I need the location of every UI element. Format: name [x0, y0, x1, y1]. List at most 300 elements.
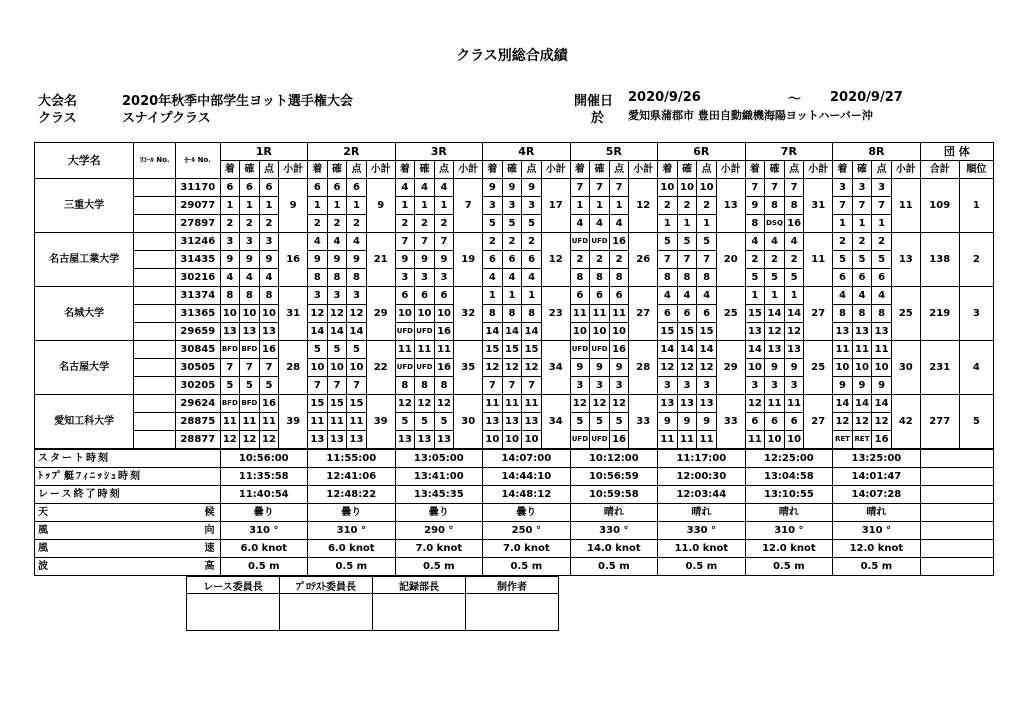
race-cell: 5: [483, 215, 503, 233]
boat-row: [35, 413, 994, 431]
race-cell: 10: [434, 305, 454, 323]
class-label: クラス: [38, 111, 77, 126]
race-cell: 4: [609, 215, 629, 233]
race-subtotal: 33: [716, 395, 745, 450]
condition-value: 7.0 knot: [395, 540, 483, 558]
race-cell: 10: [522, 431, 542, 450]
race-subtotal: 13: [716, 179, 745, 233]
race-cell: 12: [395, 395, 415, 413]
race-cell: 11: [745, 431, 765, 450]
race-cell: 6: [434, 287, 454, 305]
race-cell: 10: [590, 323, 610, 341]
race-cell: 8: [415, 377, 435, 395]
race-cell: 1: [784, 287, 804, 305]
race-cell: 7: [784, 179, 804, 197]
race-cell: 6: [308, 179, 328, 197]
header-sub: 点: [522, 161, 542, 179]
boat-row: [35, 323, 994, 341]
race-cell: 10: [609, 323, 629, 341]
condition-blank: [920, 486, 993, 504]
race-cell: 10: [415, 305, 435, 323]
venue-label: 於: [591, 111, 605, 126]
race-cell: 16: [609, 233, 629, 251]
race-cell: 11: [240, 413, 260, 431]
recall-no: [134, 233, 176, 251]
race-cell: 2: [395, 215, 415, 233]
race-cell: 1: [395, 197, 415, 215]
race-cell: 6: [347, 179, 367, 197]
race-subtotal: 16: [279, 233, 308, 287]
condition-value: 12:03:44: [658, 486, 746, 504]
race-cell: 7: [609, 179, 629, 197]
race-cell: 3: [502, 197, 522, 215]
race-cell: RET: [833, 431, 853, 450]
boat-row: [35, 377, 994, 395]
condition-value: 0.5 m: [395, 558, 483, 576]
race-cell: 11: [483, 395, 503, 413]
race-cell: 6: [483, 251, 503, 269]
team-rank: 2: [959, 233, 993, 287]
race-cell: 2: [677, 197, 697, 215]
condition-label-left: 天: [38, 506, 50, 518]
boat-row: [35, 305, 994, 323]
condition-value: 10:56:00: [220, 449, 308, 468]
race-cell: 8: [570, 269, 590, 287]
race-cell: 2: [522, 233, 542, 251]
race-cell: 3: [522, 197, 542, 215]
sail-no: 31246: [176, 233, 220, 251]
header-sub: 着: [833, 161, 853, 179]
recall-no: [134, 413, 176, 431]
race-cell: 5: [220, 377, 240, 395]
recall-no: [134, 179, 176, 197]
race-subtotal: 34: [541, 341, 570, 395]
team-name: 名城大学: [35, 287, 134, 341]
race-cell: DSQ: [765, 215, 785, 233]
sail-no: 29659: [176, 323, 220, 341]
sail-no: 29624: [176, 395, 220, 413]
boat-row: [35, 287, 994, 305]
race-cell: 10: [852, 359, 872, 377]
race-cell: 6: [220, 179, 240, 197]
race-cell: 8: [697, 269, 717, 287]
race-subtotal: 30: [454, 395, 483, 450]
race-cell: 11: [590, 305, 610, 323]
race-cell: 6: [852, 269, 872, 287]
race-cell: 5: [308, 341, 328, 359]
race-cell: 2: [502, 233, 522, 251]
race-cell: 13: [502, 413, 522, 431]
race-cell: 2: [872, 233, 892, 251]
sail-no: 31170: [176, 179, 220, 197]
condition-value: 310 °: [308, 522, 396, 540]
meet-name: 2020年秋季中部学生ヨット選手権大会: [122, 94, 353, 109]
race-cell: 12: [677, 359, 697, 377]
race-cell: 5: [522, 215, 542, 233]
recall-no: [134, 197, 176, 215]
race-cell: 3: [434, 269, 454, 287]
race-cell: 15: [483, 341, 503, 359]
race-cell: 15: [502, 341, 522, 359]
race-cell: 4: [658, 287, 678, 305]
team-total: 219: [920, 287, 959, 341]
race-cell: 13: [872, 323, 892, 341]
condition-value: 13:45:35: [395, 486, 483, 504]
race-subtotal: 33: [629, 395, 658, 450]
signature-label: 記録部長: [373, 577, 466, 594]
race-cell: 9: [872, 377, 892, 395]
race-cell: 16: [259, 395, 279, 413]
race-cell: 8: [347, 269, 367, 287]
race-subtotal: 27: [804, 287, 833, 341]
race-cell: 3: [609, 377, 629, 395]
race-cell: BFD: [220, 341, 240, 359]
venue: 愛知県蒲郡市 豊田自動織機海陽ヨットハーバー沖: [628, 109, 873, 122]
condition-label-right: 速: [204, 542, 217, 554]
race-cell: 8: [220, 287, 240, 305]
header-sub: 点: [609, 161, 629, 179]
race-cell: 10: [483, 431, 503, 450]
condition-value: 0.5 m: [745, 558, 833, 576]
header-sub: 着: [395, 161, 415, 179]
signature-box: [466, 594, 559, 631]
race-cell: 5: [677, 233, 697, 251]
race-subtotal: 25: [891, 287, 920, 341]
race-cell: 11: [502, 395, 522, 413]
race-cell: 6: [609, 287, 629, 305]
header-sub: 着: [220, 161, 240, 179]
condition-label-right: 向: [204, 524, 217, 536]
team-rank: 1: [959, 179, 993, 233]
race-cell: 14: [327, 323, 347, 341]
race-cell: 7: [327, 377, 347, 395]
race-subtotal: 42: [891, 395, 920, 450]
race-cell: UFD: [570, 233, 590, 251]
race-subtotal: 12: [629, 179, 658, 233]
header-race: 7R: [745, 143, 833, 161]
condition-value: 0.5 m: [483, 558, 571, 576]
race-cell: 6: [745, 413, 765, 431]
race-cell: 7: [522, 377, 542, 395]
race-cell: 7: [570, 179, 590, 197]
condition-value: 曇り: [483, 504, 571, 522]
race-cell: 11: [259, 413, 279, 431]
race-cell: 8: [395, 377, 415, 395]
race-cell: 12: [590, 395, 610, 413]
recall-no: [134, 287, 176, 305]
condition-blank: [920, 504, 993, 522]
condition-value: 14:07:00: [483, 449, 571, 468]
race-cell: 6: [240, 179, 260, 197]
header-race: 8R: [833, 143, 921, 161]
header-sub: 点: [872, 161, 892, 179]
race-cell: 11: [570, 305, 590, 323]
recall-no: [134, 395, 176, 413]
race-cell: 7: [658, 251, 678, 269]
race-cell: 10: [833, 359, 853, 377]
condition-label-left: 風: [38, 542, 50, 554]
race-cell: 1: [220, 197, 240, 215]
condition-row: [35, 522, 994, 540]
header-univ: 大学名: [35, 143, 134, 179]
race-cell: RET: [852, 431, 872, 450]
condition-blank: [920, 540, 993, 558]
condition-label-text: スタート時刻: [38, 452, 110, 464]
condition-value: 11:55:00: [308, 449, 396, 468]
sail-no: 28877: [176, 431, 220, 450]
condition-label-text: ﾄｯﾌﾟ艇ﾌｨﾆｯｼｭ時刻: [38, 470, 142, 482]
condition-value: 330 °: [570, 522, 658, 540]
recall-no: [134, 251, 176, 269]
race-cell: 1: [570, 197, 590, 215]
race-cell: UFD: [395, 359, 415, 377]
condition-value: 0.5 m: [308, 558, 396, 576]
race-cell: 10: [395, 305, 415, 323]
race-cell: 12: [609, 395, 629, 413]
header-sub: 点: [697, 161, 717, 179]
race-cell: 1: [697, 215, 717, 233]
race-cell: 13: [483, 413, 503, 431]
condition-value: 晴れ: [570, 504, 658, 522]
race-cell: 13: [240, 323, 260, 341]
race-cell: 2: [590, 251, 610, 269]
race-cell: 8: [308, 269, 328, 287]
team-rank: 4: [959, 341, 993, 395]
condition-label-text: レース終了時刻: [38, 488, 122, 500]
boat-row: [35, 251, 994, 269]
race-cell: 1: [852, 215, 872, 233]
race-cell: 9: [590, 359, 610, 377]
race-cell: 9: [308, 251, 328, 269]
race-subtotal: 11: [804, 233, 833, 287]
race-cell: 6: [833, 269, 853, 287]
race-cell: 2: [784, 251, 804, 269]
race-cell: 3: [784, 377, 804, 395]
sail-no: 29077: [176, 197, 220, 215]
condition-value: 10:59:58: [570, 486, 658, 504]
boat-row: [35, 233, 994, 251]
boat-row: [35, 179, 994, 197]
header-sub: 確: [240, 161, 260, 179]
race-subtotal: 25: [716, 287, 745, 341]
date-separator: ～: [788, 92, 802, 107]
condition-value: 14.0 knot: [570, 540, 658, 558]
condition-label-left: 風: [38, 524, 50, 536]
team-rank: 3: [959, 287, 993, 341]
race-cell: 5: [502, 215, 522, 233]
race-cell: 1: [872, 215, 892, 233]
race-cell: BFD: [220, 395, 240, 413]
race-cell: 2: [570, 251, 590, 269]
race-cell: 15: [327, 395, 347, 413]
condition-value: 310 °: [220, 522, 308, 540]
condition-label: [35, 468, 221, 486]
race-subtotal: 26: [629, 233, 658, 287]
race-cell: 13: [784, 341, 804, 359]
race-cell: 6: [522, 251, 542, 269]
race-cell: 1: [765, 287, 785, 305]
condition-value: 12:41:06: [308, 468, 396, 486]
race-cell: 4: [697, 287, 717, 305]
sail-no: 30845: [176, 341, 220, 359]
race-cell: 4: [502, 269, 522, 287]
header-sub: 確: [765, 161, 785, 179]
date-end: 2020/9/27: [830, 90, 903, 105]
condition-row: [35, 486, 994, 504]
race-cell: 7: [483, 377, 503, 395]
race-cell: 9: [745, 197, 765, 215]
race-cell: 10: [784, 431, 804, 450]
recall-no: [134, 215, 176, 233]
header-sub: 小計: [716, 161, 745, 179]
race-cell: 8: [784, 197, 804, 215]
race-cell: 6: [415, 287, 435, 305]
sail-no: 31374: [176, 287, 220, 305]
race-cell: 10: [872, 359, 892, 377]
condition-value: 0.5 m: [570, 558, 658, 576]
sail-no: 31435: [176, 251, 220, 269]
race-cell: 9: [784, 359, 804, 377]
condition-label: [35, 504, 221, 522]
race-cell: 8: [852, 305, 872, 323]
race-cell: 3: [220, 233, 240, 251]
race-cell: 13: [259, 323, 279, 341]
race-cell: 14: [522, 323, 542, 341]
race-cell: 15: [347, 395, 367, 413]
race-cell: 16: [784, 215, 804, 233]
condition-blank: [920, 558, 993, 576]
race-cell: 2: [240, 215, 260, 233]
header-team: 団 体: [920, 143, 993, 161]
race-cell: 12: [872, 413, 892, 431]
race-cell: 4: [308, 233, 328, 251]
condition-label-right: 高: [204, 560, 217, 572]
race-cell: 4: [259, 269, 279, 287]
race-cell: 5: [852, 251, 872, 269]
race-cell: 10: [745, 359, 765, 377]
boat-row: [35, 269, 994, 287]
race-cell: 12: [765, 323, 785, 341]
race-cell: 2: [415, 215, 435, 233]
race-cell: 8: [677, 269, 697, 287]
condition-value: 11.0 knot: [658, 540, 746, 558]
header-sub: 着: [483, 161, 503, 179]
condition-value: 曇り: [395, 504, 483, 522]
header-race: 3R: [395, 143, 483, 161]
race-cell: 12: [522, 359, 542, 377]
race-cell: UFD: [415, 359, 435, 377]
race-cell: 13: [395, 431, 415, 450]
header-recall: ﾘｺｰﾙ No.: [134, 143, 176, 179]
race-cell: 3: [677, 377, 697, 395]
race-cell: 4: [852, 287, 872, 305]
race-cell: 13: [852, 323, 872, 341]
header-total: 合計: [920, 161, 959, 179]
race-cell: 7: [677, 251, 697, 269]
race-cell: 16: [609, 431, 629, 450]
page-title: クラス別総合成績: [456, 48, 568, 64]
boat-row: [35, 215, 994, 233]
recall-no: [134, 323, 176, 341]
race-cell: 13: [745, 323, 765, 341]
race-cell: 8: [765, 197, 785, 215]
team-total: 277: [920, 395, 959, 450]
race-cell: 6: [570, 287, 590, 305]
race-subtotal: 22: [366, 341, 395, 395]
race-cell: UFD: [590, 431, 610, 450]
condition-value: 250 °: [483, 522, 571, 540]
header-sub: 小計: [804, 161, 833, 179]
race-cell: 9: [483, 179, 503, 197]
condition-value: 12.0 knot: [833, 540, 921, 558]
race-subtotal: 31: [804, 179, 833, 233]
boat-row: [35, 341, 994, 359]
race-cell: 3: [483, 197, 503, 215]
race-cell: 5: [833, 251, 853, 269]
team-name: 名古屋大学: [35, 341, 134, 395]
race-cell: 9: [502, 179, 522, 197]
race-cell: 5: [570, 413, 590, 431]
race-cell: 5: [415, 413, 435, 431]
race-cell: 7: [697, 251, 717, 269]
race-cell: 1: [434, 197, 454, 215]
race-cell: 9: [434, 251, 454, 269]
race-cell: 10: [502, 431, 522, 450]
team-name: 名古屋工業大学: [35, 233, 134, 287]
recall-no: [134, 305, 176, 323]
race-cell: 5: [609, 413, 629, 431]
header-rank: 順位: [959, 161, 993, 179]
race-cell: 6: [259, 179, 279, 197]
race-cell: 3: [765, 377, 785, 395]
race-cell: 11: [434, 341, 454, 359]
race-cell: 7: [395, 233, 415, 251]
race-cell: 5: [658, 233, 678, 251]
race-subtotal: 27: [804, 395, 833, 450]
signature-table: [186, 576, 559, 631]
header-sub: 確: [502, 161, 522, 179]
race-cell: 13: [677, 395, 697, 413]
race-cell: 15: [658, 323, 678, 341]
header-race: 1R: [220, 143, 308, 161]
sail-no: 30216: [176, 269, 220, 287]
date-label: 開催日: [574, 94, 614, 109]
race-subtotal: 31: [279, 287, 308, 341]
race-cell: 8: [502, 305, 522, 323]
race-cell: 3: [852, 179, 872, 197]
race-subtotal: 32: [454, 287, 483, 341]
race-cell: 1: [415, 197, 435, 215]
race-cell: 14: [833, 395, 853, 413]
race-cell: 6: [677, 305, 697, 323]
race-cell: 2: [697, 197, 717, 215]
race-cell: 3: [327, 287, 347, 305]
race-cell: 12: [483, 359, 503, 377]
race-cell: 6: [658, 305, 678, 323]
race-cell: 9: [220, 251, 240, 269]
condition-value: 7.0 knot: [483, 540, 571, 558]
condition-value: 12.0 knot: [745, 540, 833, 558]
race-cell: 7: [852, 197, 872, 215]
race-cell: 3: [395, 269, 415, 287]
race-cell: 2: [745, 251, 765, 269]
condition-value: 310 °: [833, 522, 921, 540]
race-cell: 4: [483, 269, 503, 287]
meet-name-label: 大会名: [38, 94, 78, 109]
team-total: 138: [920, 233, 959, 287]
header-sub: 点: [347, 161, 367, 179]
race-cell: 7: [240, 359, 260, 377]
